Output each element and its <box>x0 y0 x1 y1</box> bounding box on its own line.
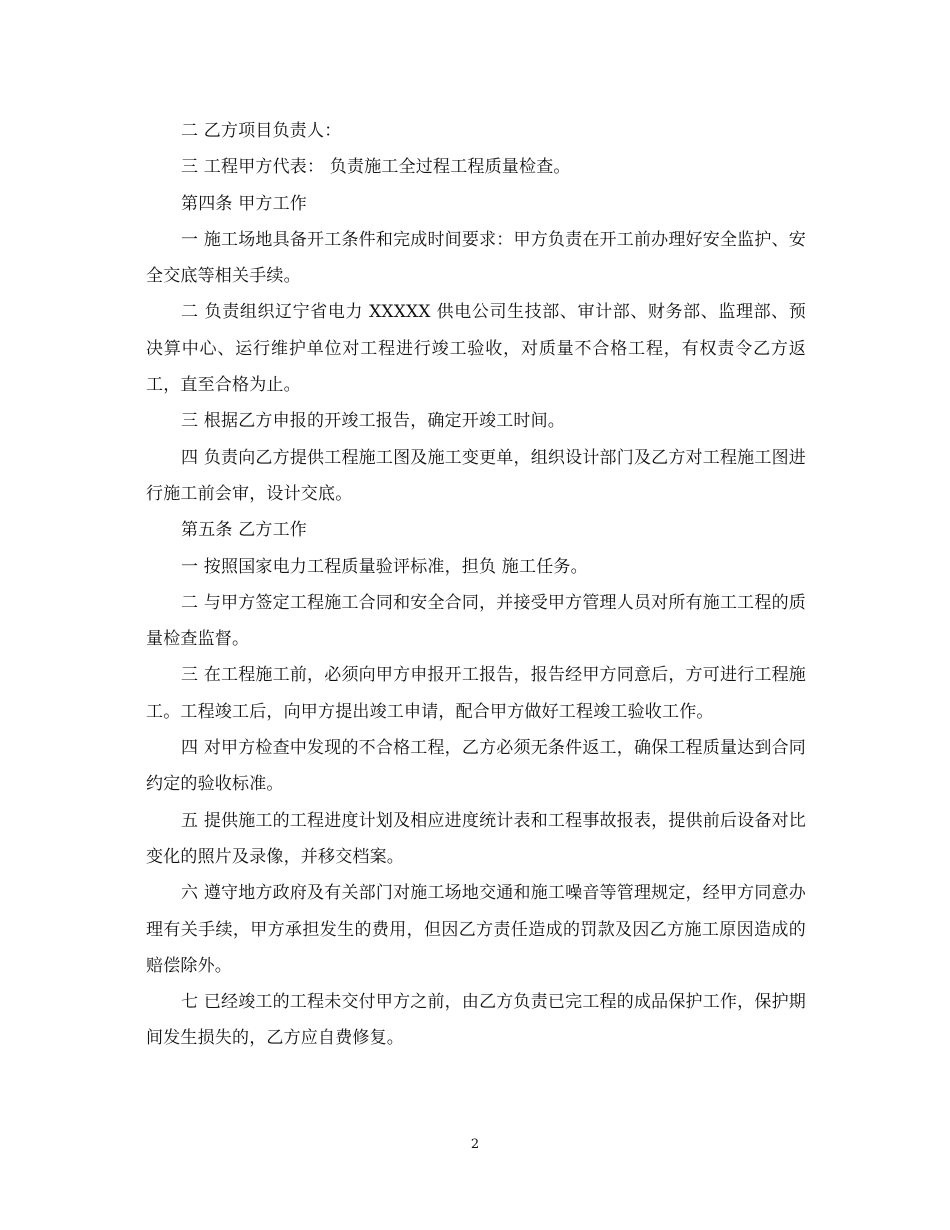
paragraph: 三 在工程施工前，必须向甲方申报开工报告，报告经甲方同意后，方可进行工程施工。工程竣工后，向甲方提出竣工申请，配合甲方做好工程竣工验收工作。 <box>146 665 806 722</box>
paragraph: 四 对甲方检查中发现的不合格工程，乙方必须无条件返工，确保工程质量达到合同约定的验收标准。 <box>146 738 806 795</box>
section-heading: 第五条 乙方工作 <box>181 520 308 541</box>
paragraph: 二 乙方项目负责人： <box>181 121 342 141</box>
page-number: 2 <box>470 1137 480 1152</box>
paragraph: 六 遵守地方政府及有关部门对施工场地交通和施工噪音等管理规定，经甲方同意办理有关手续，甲方承担发生的费用，但因乙方责任造成的罚款及因乙方施工原因造成的赔偿除外。 <box>146 883 806 976</box>
paragraph: 三 工程甲方代表： 负责施工全过程工程质量检查。 <box>181 157 571 178</box>
paragraph: 四 负责向乙方提供工程施工图及施工变更单，组织设计部门及乙方对工程施工图进行施工前会审，设计交底。 <box>146 447 806 504</box>
paragraph: 二 负责组织辽宁省电力 XXXXX 供电公司生技部、审计部、财务部、监理部、预决算中心、运行维护单位对工程进行竣工验收，对质量不合格工程，有权责令乙方返工，直至合格为止。 <box>146 302 806 396</box>
paragraph: 一 施工场地具备开工条件和完成时间要求：甲方负责在开工前办理好安全监护、安全交底等相关手续。 <box>146 229 806 287</box>
contract-body <box>146 113 806 1057</box>
paragraph: 一 按照国家电力工程质量验评标准，担负 施工任务。 <box>181 556 588 577</box>
paragraph: 五 提供施工的工程进度计划及相应进度统计表和工程事故报表，提供前后设备对比变化的照片及录像，并移交档案。 <box>146 810 806 867</box>
paragraph: 三 根据乙方申报的开竣工报告，确定开竣工时间。 <box>181 411 566 432</box>
paragraph: 七 已经竣工的工程未交付甲方之前，由乙方负责已完工程的成品保护工作，保护期间发生损失的，乙方应自费修复。 <box>146 992 806 1049</box>
section-heading: 第四条 甲方工作 <box>181 193 308 214</box>
paragraph: 二 与甲方签定工程施工合同和安全合同，并接受甲方管理人员对所有施工工程的质量检查监督。 <box>146 592 806 650</box>
